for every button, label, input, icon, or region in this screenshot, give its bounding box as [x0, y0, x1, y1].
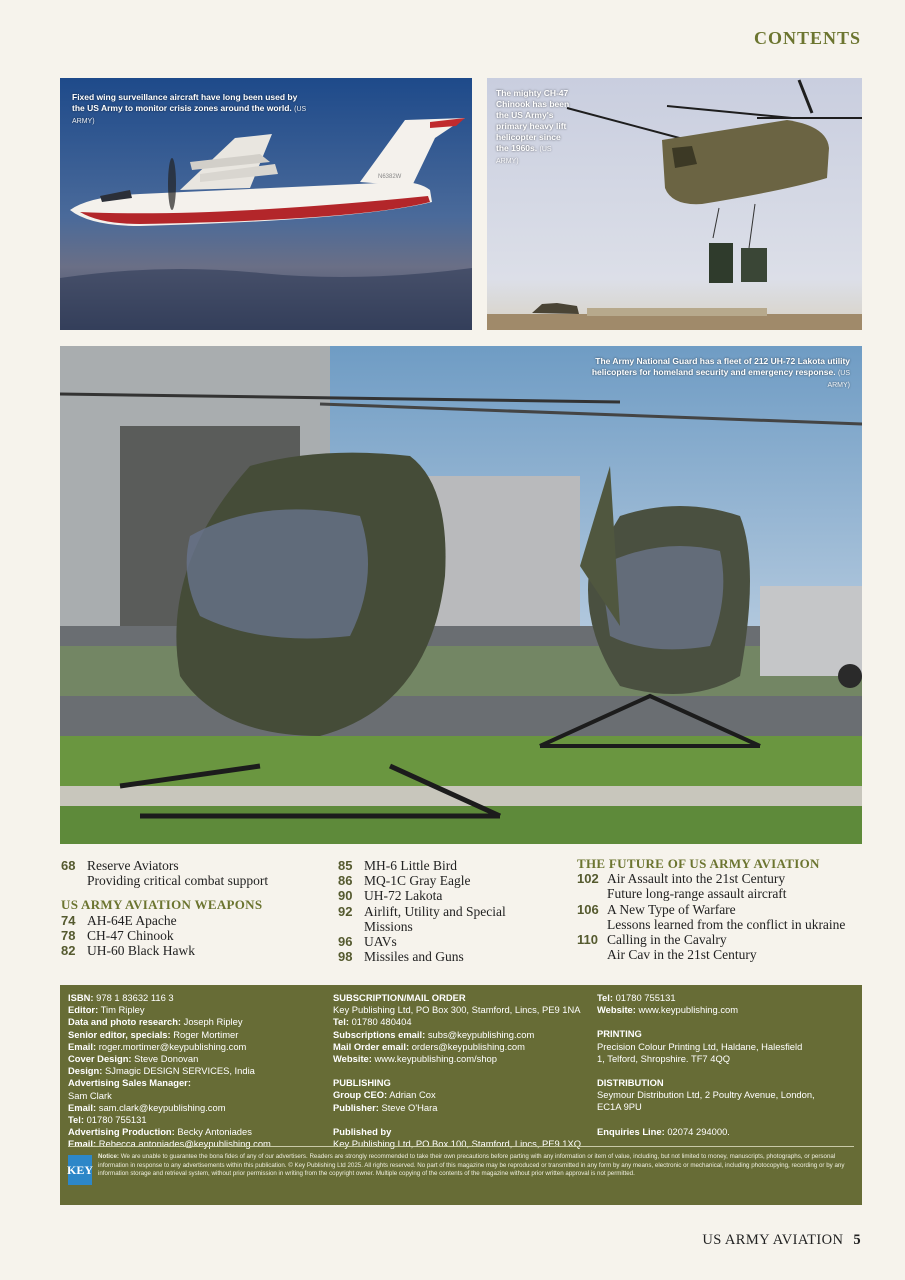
toc-subtitle: Future long-range assault aircraft	[607, 886, 787, 902]
imprint-column-2	[333, 992, 598, 1150]
published-by-label: Published by	[333, 1125, 392, 1137]
toc-entry[interactable]	[338, 949, 568, 964]
section-title: CONTENTS	[753, 28, 861, 48]
photo3-credit: (US ARMY)	[827, 370, 850, 389]
toc-page-number: 82	[61, 943, 76, 959]
publisher-label: Publisher:	[333, 1101, 379, 1113]
toc-section-heading: US ARMY AVIATION WEAPONS	[61, 897, 263, 913]
toc-title: Calling in the Cavalry	[607, 932, 727, 948]
email-link[interactable]: roger.mortimer@keypublishing.com	[98, 1040, 247, 1052]
toc-page-number: 85	[338, 858, 353, 873]
toc-page-number: 90	[338, 888, 353, 904]
ad-production-label: Advertising Production:	[68, 1126, 175, 1138]
toc-entry[interactable]	[338, 934, 568, 949]
ad-sales-value: Sam Clark	[68, 1089, 112, 1101]
toc-column-2	[338, 858, 568, 964]
legal-notice	[98, 1153, 852, 1179]
editor-label: Editor:	[68, 1004, 99, 1016]
subscription-address: Key Publishing Ltd, PO Box 300, Stamford, Lincs, PE9 1NA	[333, 1004, 581, 1016]
photo2-caption	[496, 88, 574, 167]
publishing-heading: PUBLISHING	[333, 1077, 391, 1089]
email-label: Email:	[68, 1101, 97, 1113]
toc-column-1	[61, 858, 331, 958]
tel-label: Tel:	[597, 992, 613, 1003]
email-link[interactable]: subs@keypublishing.com	[427, 1028, 535, 1040]
toc-title: MQ-1C Gray Eagle	[364, 873, 471, 889]
toc-title: Reserve Aviators	[87, 858, 179, 873]
toc-entry[interactable]	[577, 902, 867, 917]
photo3-caption	[580, 356, 850, 391]
toc-subtitle: Providing critical combat support	[87, 873, 269, 889]
toc-title: UH-72 Lakota	[364, 888, 443, 904]
photo1-caption	[72, 92, 307, 127]
photo3-caption-text: The Army National Guard has a fleet of 212 UH-72 Lakota utility helicopters for homeland security and emergency response.	[591, 356, 850, 377]
senior-editor-value: Roger Mortimer	[173, 1028, 239, 1040]
toc-entry[interactable]	[338, 858, 568, 873]
page-footer	[702, 1232, 861, 1249]
toc-subtitle: Lessons learned from the conflict in ukraine	[607, 916, 846, 932]
toc-title: UAVs	[364, 934, 397, 950]
tel-value: 01780 755131	[615, 992, 676, 1003]
website-link[interactable]: www.keypublishing.com	[638, 1004, 739, 1016]
toc-title: A New Type of Warfare	[607, 901, 736, 917]
photo1-caption-text: Fixed wing surveillance aircraft have long been used by the US Army to monitor crisis zones around the world.	[72, 92, 298, 113]
subscriptions-email-label: Subscriptions email:	[333, 1028, 426, 1040]
imprint-divider	[68, 1146, 854, 1147]
cover-value: Steve Donovan	[134, 1053, 199, 1065]
toc-entry[interactable]	[577, 932, 867, 947]
toc-page-number: 96	[338, 934, 353, 950]
isbn-label: ISBN:	[68, 992, 94, 1003]
photo-chinook	[487, 78, 862, 330]
toc-column-3	[577, 856, 867, 962]
key-publishing-logo: KEY	[68, 1155, 92, 1185]
photo-lakota-helicopters	[60, 346, 862, 844]
printing-heading: PRINTING	[597, 1028, 642, 1040]
toc-page-number: 110	[577, 932, 598, 948]
design-value: SJmagic DESIGN SERVICES, India	[105, 1065, 255, 1077]
toc-page-number: 78	[61, 927, 76, 943]
email-link[interactable]: Rebecca.antoniades@keypublishing.com	[98, 1138, 271, 1150]
website-label: Website:	[597, 1004, 636, 1016]
notice-text: We are unable to guarantee the bona fides of any of our advertisers. Readers are strongly recommended to take their own precautions before parting with any information or item of value, including, but not limited to money, manuscripts, photographs, or personal information in response to any advertisements within this publication. © Key Publishing Ltd 2025. All rights reserved. No part of this magazine may be reproduced or transmitted in any form by any means, electronic or mechanical, including photocopying, recording or by any information storage and retrieval system, without prior permission in writing from the copyright owner. Multiple copying of the contents of the magazine without prior written approval is not permitted.	[98, 1153, 845, 1177]
imprint-box	[60, 985, 862, 1205]
toc-page-number: 86	[338, 873, 353, 889]
design-label: Design:	[68, 1065, 103, 1077]
website-link[interactable]: www.keypublishing.com/shop	[374, 1053, 497, 1065]
toc-title: Airlift, Utility and Special	[364, 903, 506, 919]
distribution-heading: DISTRIBUTION	[597, 1077, 664, 1089]
email-link[interactable]: orders@keypublishing.com	[411, 1040, 525, 1052]
toc-entry[interactable]	[61, 913, 331, 928]
tel-label: Tel:	[68, 1114, 84, 1126]
toc-title: MH-6 Little Bird	[364, 858, 457, 873]
research-label: Data and photo research:	[68, 1016, 182, 1028]
tel-label: Tel:	[333, 1016, 349, 1028]
toc-page-number: 74	[61, 912, 76, 928]
toc-entry[interactable]	[577, 871, 867, 886]
published-by-value: Key Publishing Ltd, PO Box 100, Stamford, Lincs, PE9 1XQ	[333, 1138, 582, 1150]
toc-entry[interactable]	[61, 943, 331, 958]
tel-value: 01780 480404	[351, 1016, 412, 1028]
website-label: Website:	[333, 1053, 372, 1065]
ad-production-value: Becky Antoniades	[177, 1126, 252, 1138]
email-label: Email:	[68, 1138, 97, 1150]
toc-entry[interactable]	[61, 928, 331, 943]
toc-title: Missiles and Guns	[364, 949, 464, 965]
toc-page-number: 106	[577, 901, 599, 917]
toc-title: UH-60 Black Hawk	[87, 943, 195, 959]
toc-entry[interactable]	[61, 858, 331, 873]
email-link[interactable]: sam.clark@keypublishing.com	[98, 1101, 226, 1113]
printing-value: Precision Colour Printing Ltd, Haldane, Halesfield 1, Telford, Shropshire. TF7 4QQ	[597, 1040, 803, 1064]
lakota-helicopters-image	[60, 346, 862, 844]
senior-editor-label: Senior editor, specials:	[68, 1028, 171, 1040]
page-number: 5	[853, 1232, 861, 1248]
mail-order-email-label: Mail Order email:	[333, 1040, 410, 1052]
toc-subtitle: Air Cav in the 21st Century	[607, 947, 757, 963]
toc-title: CH-47 Chinook	[87, 927, 174, 943]
photo1-credit: (US ARMY)	[72, 106, 307, 125]
toc-entry[interactable]	[338, 888, 568, 903]
research-value: Joseph Ripley	[183, 1016, 243, 1028]
ceo-label: Group CEO:	[333, 1089, 388, 1101]
email-label: Email:	[68, 1040, 97, 1052]
toc-subtitle: Missions	[364, 918, 413, 934]
toc-page-number: 68	[61, 858, 76, 873]
imprint-column-3	[597, 992, 859, 1138]
toc-title: Air Assault into the 21st Century	[607, 871, 786, 887]
toc-section-heading: THE FUTURE OF US ARMY AVIATION	[577, 856, 820, 871]
enquiries-label: Enquiries Line:	[597, 1125, 665, 1137]
cover-label: Cover Design:	[68, 1053, 132, 1065]
toc-page-number: 92	[338, 903, 353, 919]
ceo-value: Adrian Cox	[389, 1089, 436, 1101]
publisher-value: Steve O'Hara	[381, 1101, 438, 1113]
toc-title: AH-64E Apache	[87, 912, 177, 928]
subscription-heading: SUBSCRIPTION/MAIL ORDER	[333, 992, 466, 1003]
tail-number: N6382W	[378, 174, 402, 180]
isbn-value: 978 1 83632 116 3	[96, 992, 174, 1003]
photo-surveillance-aircraft	[60, 78, 472, 330]
footer-title: US ARMY AVIATION	[702, 1232, 844, 1248]
distribution-value: Seymour Distribution Ltd, 2 Poultry Avenue, London, EC1A 9PU	[597, 1089, 815, 1113]
toc-entry[interactable]	[338, 873, 568, 888]
tel-value: 01780 755131	[86, 1114, 147, 1126]
toc-page-number: 98	[338, 949, 353, 965]
toc-entry[interactable]	[338, 904, 568, 919]
editor-value: Tim Ripley	[100, 1004, 145, 1016]
enquiries-value: 02074 294000.	[667, 1125, 730, 1137]
imprint-column-1	[68, 992, 330, 1151]
photo2-caption-text: The mighty CH-47 Chinook has been the US Army's primary heavy lift helicopter since the 1960s.	[496, 88, 570, 153]
notice-label: Notice:	[98, 1153, 119, 1160]
ad-sales-label: Advertising Sales Manager:	[68, 1077, 191, 1089]
photo2-credit: (US ARMY)	[496, 146, 552, 165]
toc-page-number: 102	[577, 871, 599, 887]
